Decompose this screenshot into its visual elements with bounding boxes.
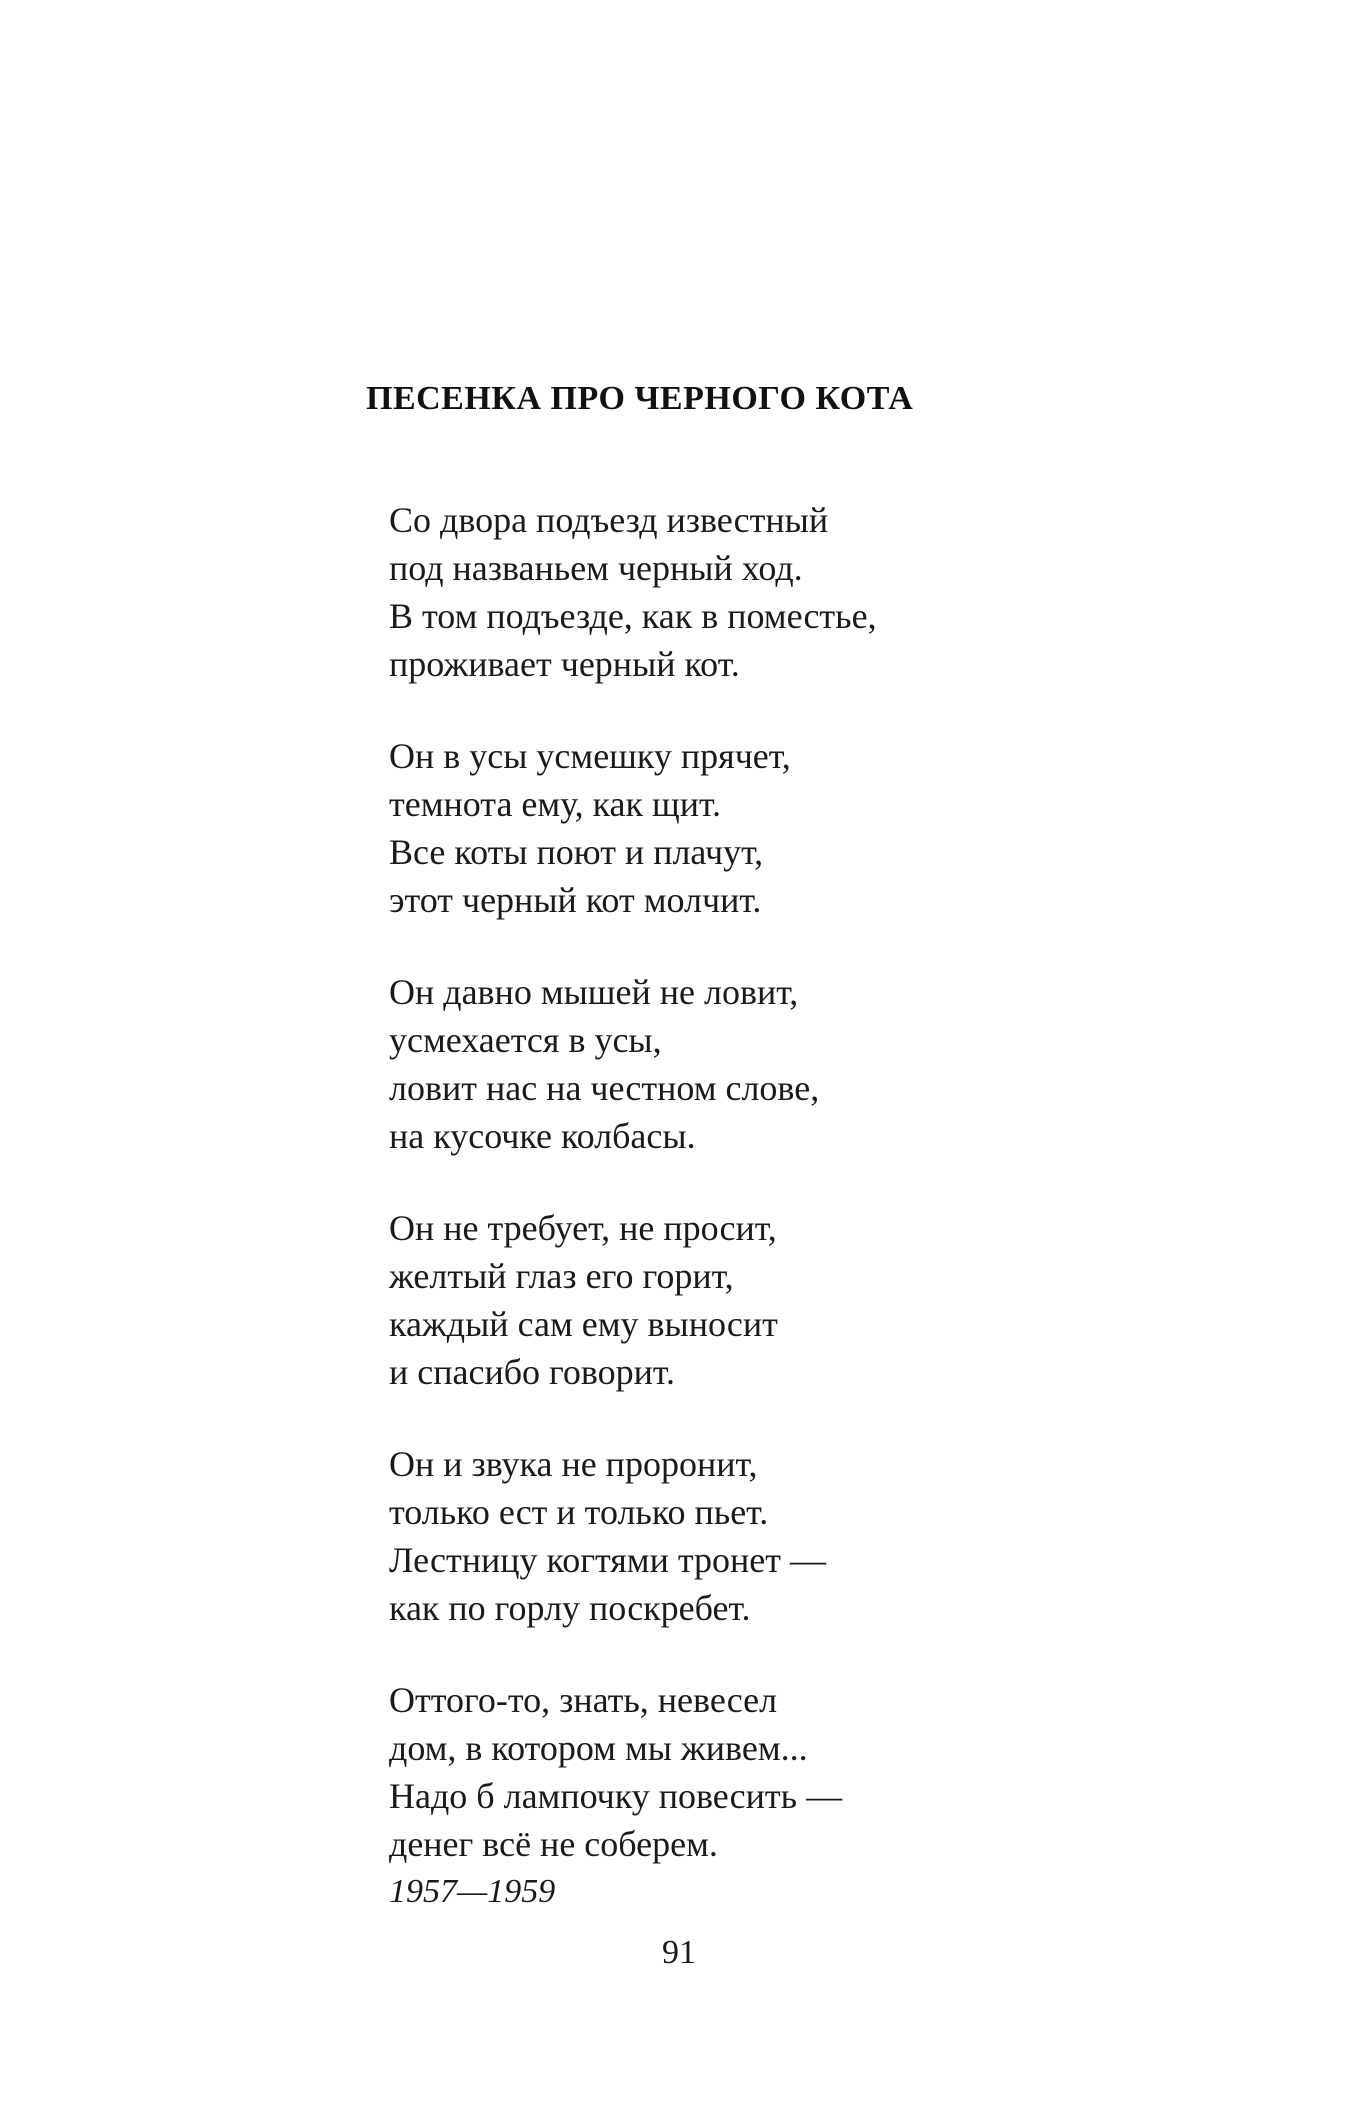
poem-line: В том подъезде, как в поместье, bbox=[389, 596, 877, 636]
poem-line: Он в усы усмешку прячет, bbox=[389, 736, 791, 776]
poem-line: этот черный кот молчит. bbox=[389, 880, 762, 920]
poem-line: темнота ему, как щит. bbox=[389, 784, 722, 824]
poem-date: 1957—1959 bbox=[389, 1873, 556, 1910]
poem-line: Все коты поют и плачут, bbox=[389, 832, 764, 872]
poem-line: Лестницу когтями тронет — bbox=[389, 1540, 826, 1580]
poem-line: Он не требует, не просит, bbox=[389, 1208, 777, 1248]
poem-line: Оттого-то, знать, невесел bbox=[389, 1680, 778, 1720]
poem-line: и спасибо говорит. bbox=[389, 1352, 675, 1392]
poem-line: Со двора подъезд известный bbox=[389, 500, 829, 540]
stanza-5 bbox=[389, 1440, 1149, 1632]
poem-line: под названьем черный ход. bbox=[389, 548, 803, 588]
poem-line: каждый сам ему выносит bbox=[389, 1304, 778, 1344]
poem-line: как по горлу поскребет. bbox=[389, 1588, 751, 1628]
stanza-1 bbox=[389, 496, 1149, 688]
stanza-3 bbox=[389, 968, 1149, 1160]
page-number: 91 bbox=[662, 1934, 696, 1971]
poem-line: Он и звука не проронит, bbox=[389, 1444, 758, 1484]
stanza-6 bbox=[389, 1676, 1149, 1916]
poem-line: денег всё не соберем. bbox=[389, 1824, 718, 1864]
poem-line: дом, в котором мы живем... bbox=[389, 1728, 808, 1768]
poem-line: желтый глаз его горит, bbox=[389, 1256, 734, 1296]
poem-line: только ест и только пьет. bbox=[389, 1492, 769, 1532]
poem-line: Он давно мышей не ловит, bbox=[389, 972, 799, 1012]
poem-title: ПЕСЕНКА ПРО ЧЕРНОГО КОТА bbox=[366, 380, 914, 417]
stanza-4 bbox=[389, 1204, 1149, 1396]
stanza-2 bbox=[389, 732, 1149, 924]
poem-body bbox=[389, 496, 1149, 1916]
poem-line: проживает черный кот. bbox=[389, 644, 740, 684]
poem-line: усмехается в усы, bbox=[389, 1020, 662, 1060]
poem-line: Надо б лампочку повесить — bbox=[389, 1776, 843, 1816]
poem-line: на кусочке колбасы. bbox=[389, 1116, 696, 1156]
poem-line: ловит нас на честном слове, bbox=[389, 1068, 820, 1108]
